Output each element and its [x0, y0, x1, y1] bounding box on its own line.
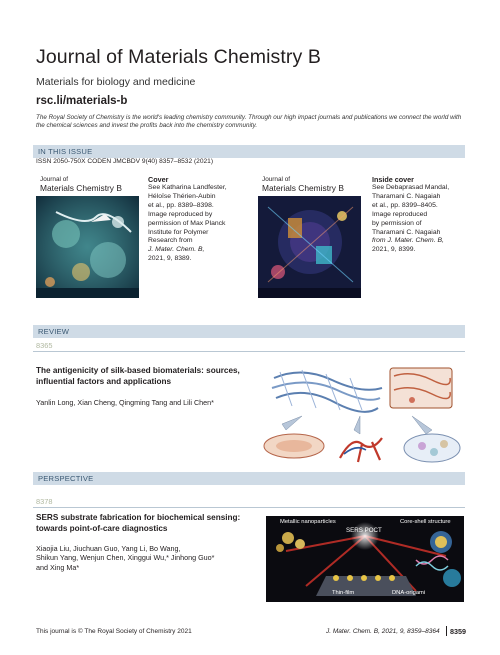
cover-caption-line: See Debaprasad Mandal,: [372, 184, 450, 191]
review-divider: [33, 351, 465, 352]
cover-caption-line: Tharamani C. Nagaiah: [372, 228, 441, 236]
review-authors: Yanlin Long, Xian Cheng, Qingming Tang and Lili Chen*: [36, 398, 214, 407]
footer-page-number: 8359: [450, 627, 466, 636]
cover-caption: [148, 184, 244, 264]
figure-label-sers-poct: SERS POCT: [346, 527, 382, 534]
figure-label-thin-film: Thin-film: [332, 590, 355, 596]
perspective-page-number: 8378: [36, 497, 53, 506]
perspective-title-line: towards point-of-care diagnostics: [36, 523, 168, 533]
cover-caption-line: Image reproduced by: [148, 210, 213, 218]
inside-cover-image: [258, 172, 361, 298]
footer-citation: J. Mater. Chem. B, 2021, 9, 8359–8364: [326, 628, 440, 635]
rsc-blurb: The Royal Society of Chemistry is the world's leading chemistry community. Through our high impact journals and publications we connect the world with the chemical sciences and invest the profits back into the chemistry community.: [36, 114, 462, 130]
cover-caption-line: Institute for Polymer: [148, 228, 209, 236]
figure-label-dna-origami: DNA-origami: [392, 590, 426, 596]
cover-caption-line: et al., pp. 8399–8405.: [372, 201, 438, 209]
cover-caption-line: J. Mater. Chem. B,: [148, 246, 205, 254]
cover-image: [36, 172, 139, 298]
review-page-number: 8365: [36, 341, 53, 350]
cover-caption-line: et al., pp. 8389–8398.: [148, 201, 214, 209]
inside-cover-caption-block: [372, 175, 468, 255]
perspective-graphical-abstract: [266, 516, 464, 602]
cover-image-title-line1: Journal of: [40, 176, 69, 183]
cover-caption-line: 2021, 9, 8389.: [148, 255, 192, 263]
review-graphical-abstract: [262, 358, 467, 466]
in-this-issue-label: IN THIS ISSUE: [38, 147, 93, 156]
perspective-divider: [33, 507, 465, 508]
cover-caption-line: Research from: [148, 237, 193, 245]
cover-caption-line: permission of Max Planck: [148, 219, 226, 227]
review-section-bar: [33, 325, 465, 338]
figure-label-core-shell: Core-shell structure: [400, 519, 451, 525]
figure-label-metallic: Metallic nanoparticles: [280, 519, 336, 525]
footer-separator: [446, 626, 447, 636]
cover-caption-block: [148, 175, 244, 264]
perspective-authors-line: Shikun Yang, Wenjun Chen, Xinggui Wu,* Jinhong Guo*: [36, 553, 215, 563]
perspective-authors: [36, 544, 264, 572]
perspective-authors-line: Xiaojia Liu, Jiuchuan Guo, Yang Li, Bo Wang,: [36, 544, 181, 553]
cover-caption-line: by permission of: [372, 219, 422, 227]
perspective-section-bar: [33, 472, 465, 485]
cover-caption-line: 2021, 9, 8399.: [372, 246, 416, 254]
perspective-authors-line: and Xing Ma*: [36, 562, 80, 572]
review-section-label: REVIEW: [38, 327, 70, 336]
perspective-section-label: PERSPECTIVE: [38, 474, 94, 483]
journal-subtitle: Materials for biology and medicine: [36, 76, 196, 88]
inside-cover-caption: [372, 184, 468, 255]
in-this-issue-bar: [33, 145, 465, 158]
cover-caption-line: from J. Mater. Chem. B,: [372, 237, 444, 245]
perspective-title-line: SERS substrate fabrication for biochemical sensing:: [36, 513, 241, 522]
cover-image-title-line2: Materials Chemistry B: [40, 183, 122, 193]
cover-caption-line: Tharamani C. Nagaiah: [372, 192, 441, 200]
perspective-article-title[interactable]: [36, 513, 266, 534]
review-title-line: The antigenicity of silk-based biomaterials: sources,: [36, 366, 240, 375]
cover-caption-line: See Katharina Landfester,: [148, 184, 227, 191]
cover-caption-line: Image reproduced: [372, 210, 428, 218]
issn-line: ISSN 2050-750X CODEN JMCBDV 9(40) 8357–8532 (2021): [36, 158, 214, 165]
inside-cover-image-title-line1: Journal of: [262, 176, 291, 183]
inside-cover-heading: Inside cover: [372, 175, 414, 184]
journal-url-link[interactable]: rsc.li/materials-b: [36, 95, 128, 107]
cover-caption-line: Héloïse Thérien-Aubin: [148, 192, 216, 200]
inside-cover-image-title-line2: Materials Chemistry B: [262, 183, 344, 193]
journal-title: Journal of Materials Chemistry B: [36, 46, 321, 68]
review-title-line: influential factors and applications: [36, 376, 172, 386]
cover-heading: Cover: [148, 175, 169, 184]
review-article-title[interactable]: [36, 366, 266, 387]
footer-copyright: This journal is © The Royal Society of Chemistry 2021: [36, 628, 192, 635]
